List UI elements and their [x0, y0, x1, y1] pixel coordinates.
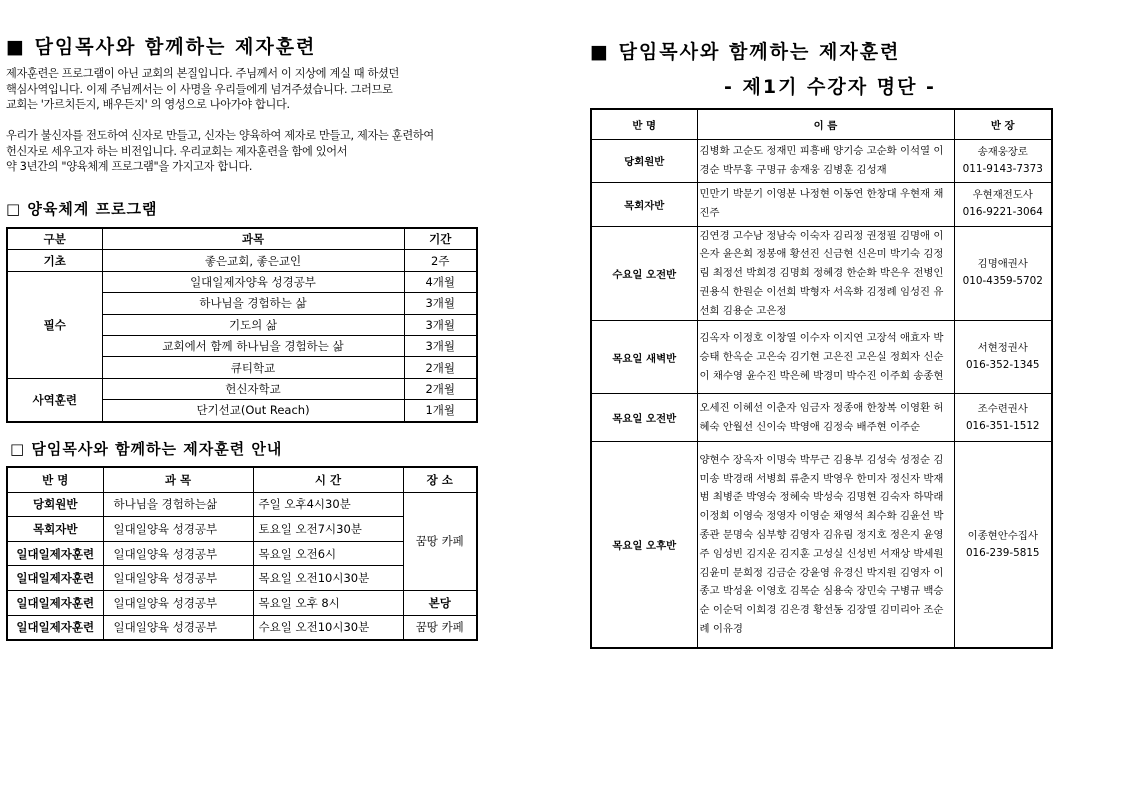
roster-row — [591, 394, 1052, 442]
intro-line: 약 3년간의 "양육체계 프로그램"을 가지고자 합니다. — [6, 160, 253, 173]
program-group-ministry: 사역훈련 — [7, 378, 102, 421]
guide-time: 목요일 오전6시 — [253, 541, 403, 566]
program-header-row — [7, 228, 477, 250]
intro-line: 헌신자로 세우고자 하는 비전입니다. 우리교회는 제자훈련을 함에 있어서 — [6, 144, 348, 158]
intro-line: 핵심사역입니다. 이제 주님께서는 이 사명을 우리들에게 넘겨주셨습니다. 그러므로 — [6, 82, 393, 96]
roster-names: 김연경 고수남 정남숙 이숙자 김리정 권정필 김명애 이은자 윤은희 정봉애 황선진 신금현 신은미 박기숙 김정림 최정선 박희경 김명희 정혜경 한순화 박은우 전병인 권용식 한원순 이선희 박형자 서옥화 김정례 임성진 유선희 김용순 고은정 — [697, 226, 954, 321]
roster-leader — [954, 139, 1052, 182]
guide-table — [6, 466, 478, 641]
program-subject: 일대일제자양육 성경공부 — [102, 271, 404, 292]
roster-class: 당회원반 — [591, 139, 697, 182]
guide-class: 일대일제자훈련 — [7, 615, 103, 640]
program-group-required: 필수 — [7, 271, 102, 378]
guide-class: 일대일제자훈련 — [7, 566, 103, 591]
roster-class: 목회자반 — [591, 182, 697, 226]
program-period: 3개월 — [404, 293, 477, 314]
program-row — [7, 250, 477, 271]
roster-class: 목요일 새벽반 — [591, 321, 697, 394]
guide-header-time: 시 간 — [253, 467, 403, 492]
leader-name: 우현재전도사 — [972, 189, 1033, 201]
guide-row — [7, 492, 477, 517]
guide-class: 목회자반 — [7, 517, 103, 542]
program-subject: 큐티학교 — [102, 357, 404, 378]
program-period: 1개월 — [404, 400, 477, 422]
program-period: 2주 — [404, 250, 477, 271]
roster-header-leader: 반 장 — [954, 109, 1052, 139]
intro-text — [6, 66, 434, 175]
program-subject: 교회에서 함께 하나님을 경험하는 삶 — [102, 335, 404, 356]
intro-line: 우리가 불신자를 전도하여 신자로 만들고, 신자는 양육하여 제자로 만들고, 제자는 훈련하여 — [6, 129, 434, 142]
roster-header-row — [591, 109, 1052, 139]
roster-class: 목요일 오전반 — [591, 394, 697, 442]
roster-names: 오세진 이혜선 이춘자 임금자 정종애 한창복 이영환 허혜숙 안월선 신이숙 박영애 김정숙 배주현 이주순 — [697, 394, 954, 442]
guide-class: 일대일제자훈련 — [7, 590, 103, 615]
roster-header-class: 반 명 — [591, 109, 697, 139]
guide-subject: 일대일양육 성경공부 — [103, 541, 253, 566]
guide-subject: 일대일양육 성경공부 — [103, 590, 253, 615]
program-period: 3개월 — [404, 335, 477, 356]
program-row — [7, 271, 477, 292]
guide-place: 꿈땅 카페 — [403, 615, 477, 640]
program-title: □ 양육체계 프로그램 — [6, 200, 158, 218]
program-table — [6, 227, 478, 423]
guide-subject: 일대일양육 성경공부 — [103, 566, 253, 591]
roster-names: 양현수 장옥자 이명숙 박무근 김용부 김성숙 성정순 김미송 박경래 서병희 류춘지 박영우 한미자 정신자 박재범 최병준 박영숙 정혜숙 박성숙 김명현 김숙자 하막래 이정희 이영숙 정영자 이영순 채영석 최수화 김윤선 박종관 문명숙 심부향 김영자 김유림 정지호 정은지 윤영주 임성빈 김지운 김지훈 고성실 신성빈 서재상 박세원 김윤미 문희정 김금순 강윤영 유경신 박지원 김영자 이종고 박성윤 이영호 김목순 심용숙 장민숙 구병규 백승순 이순덕 이희경 김은경 황선동 김장열 김미리아 조순례 이유경 — [697, 442, 954, 648]
leader-phone: 016-239-5815 — [965, 546, 1040, 559]
intro-line — [6, 113, 434, 129]
roster-row — [591, 442, 1052, 648]
guide-time: 목요일 오전10시30분 — [253, 566, 403, 591]
roster-class: 목요일 오후반 — [591, 442, 697, 648]
guide-row — [7, 590, 477, 615]
roster-row — [591, 139, 1052, 182]
leader-phone: 011-9143-7373 — [962, 162, 1043, 175]
guide-time: 토요일 오전7시30분 — [253, 517, 403, 542]
guide-subject: 일대일양육 성경공부 — [103, 615, 253, 640]
roster-subtitle: - 제1기 수강자 명단 - — [724, 76, 936, 98]
program-header-category: 구분 — [7, 228, 102, 250]
roster-leader — [954, 442, 1052, 648]
guide-subject: 일대일양육 성경공부 — [103, 517, 253, 542]
guide-place: 본당 — [403, 590, 477, 615]
program-subject: 단기선교(Out Reach) — [102, 400, 404, 422]
roster-leader — [954, 321, 1052, 394]
program-row — [7, 378, 477, 399]
guide-title: □ 담임목사와 함께하는 제자훈련 안내 — [10, 440, 283, 458]
guide-row — [7, 615, 477, 640]
leader-phone: 010-4359-5702 — [962, 275, 1043, 288]
roster-leader — [954, 226, 1052, 321]
roster-names: 민만기 박문기 이영분 나정현 이동연 한창대 우현재 채진주 — [697, 182, 954, 226]
guide-time: 주일 오후4시30분 — [253, 492, 403, 517]
guide-header-class: 반 명 — [7, 467, 103, 492]
guide-time: 수요일 오전10시30분 — [253, 615, 403, 640]
program-subject: 헌신자학교 — [102, 378, 404, 399]
program-period: 2개월 — [404, 378, 477, 399]
program-header-subject: 과목 — [102, 228, 404, 250]
program-period: 2개월 — [404, 357, 477, 378]
roster-names: 김옥자 이정호 이창열 이수자 이지연 고장석 애효자 박승태 한옥순 고은숙 김기현 고은진 고은실 정희자 신순이 채수영 윤수진 박은혜 박경미 박수진 이주희 송종현 — [697, 321, 954, 394]
roster-row — [591, 182, 1052, 226]
program-period: 4개월 — [404, 271, 477, 292]
guide-class: 일대일제자훈련 — [7, 541, 103, 566]
program-subject: 하나님을 경험하는 삶 — [102, 293, 404, 314]
program-subject: 기도의 삶 — [102, 314, 404, 335]
roster-table — [590, 108, 1053, 649]
roster-names: 김병화 고순도 정재민 피흥배 양기승 고순화 이석열 이경순 박무홍 구명규 송재웅 김병훈 김성재 — [697, 139, 954, 182]
leader-name: 서현정권사 — [977, 342, 1028, 355]
roster-class: 수요일 오전반 — [591, 226, 697, 321]
roster-leader — [954, 182, 1052, 226]
roster-leader — [954, 394, 1052, 442]
roster-header-names: 이 름 — [697, 109, 954, 139]
program-group-basic: 기초 — [7, 250, 102, 271]
intro-line: 제자훈련은 프로그램이 아닌 교회의 본질입니다. 주님께서 이 지상에 계실 때 하셨던 — [6, 67, 400, 80]
leader-name: 송재웅장로 — [977, 145, 1028, 158]
left-title: ■ 담임목사와 함께하는 제자훈련 — [6, 36, 317, 58]
roster-row — [591, 226, 1052, 321]
leader-name: 김명애권사 — [977, 258, 1028, 271]
leader-name: 조수련권사 — [977, 402, 1028, 415]
guide-header-row — [7, 467, 477, 492]
leader-phone: 016-352-1345 — [965, 359, 1040, 372]
guide-subject: 하나님을 경험하는삶 — [103, 492, 253, 517]
guide-header-subject: 과 목 — [103, 467, 253, 492]
guide-place: 꿈땅 카페 — [403, 492, 477, 590]
right-title: ■ 담임목사와 함께하는 제자훈련 — [590, 41, 901, 63]
program-period: 3개월 — [404, 314, 477, 335]
guide-header-place: 장 소 — [403, 467, 477, 492]
leader-phone: 016-9221-3064 — [962, 206, 1043, 218]
leader-name: 이종현안수집사 — [967, 529, 1038, 542]
intro-line: 교회는 '가르치든지, 배우든지' 의 영성으로 나아가야 합니다. — [6, 98, 290, 111]
program-subject: 좋은교회, 좋은교인 — [102, 250, 404, 271]
program-header-period: 기간 — [404, 228, 477, 250]
guide-time: 목요일 오후 8시 — [253, 590, 403, 615]
guide-class: 당회원반 — [7, 492, 103, 517]
roster-row — [591, 321, 1052, 394]
leader-phone: 016-351-1512 — [965, 419, 1040, 432]
